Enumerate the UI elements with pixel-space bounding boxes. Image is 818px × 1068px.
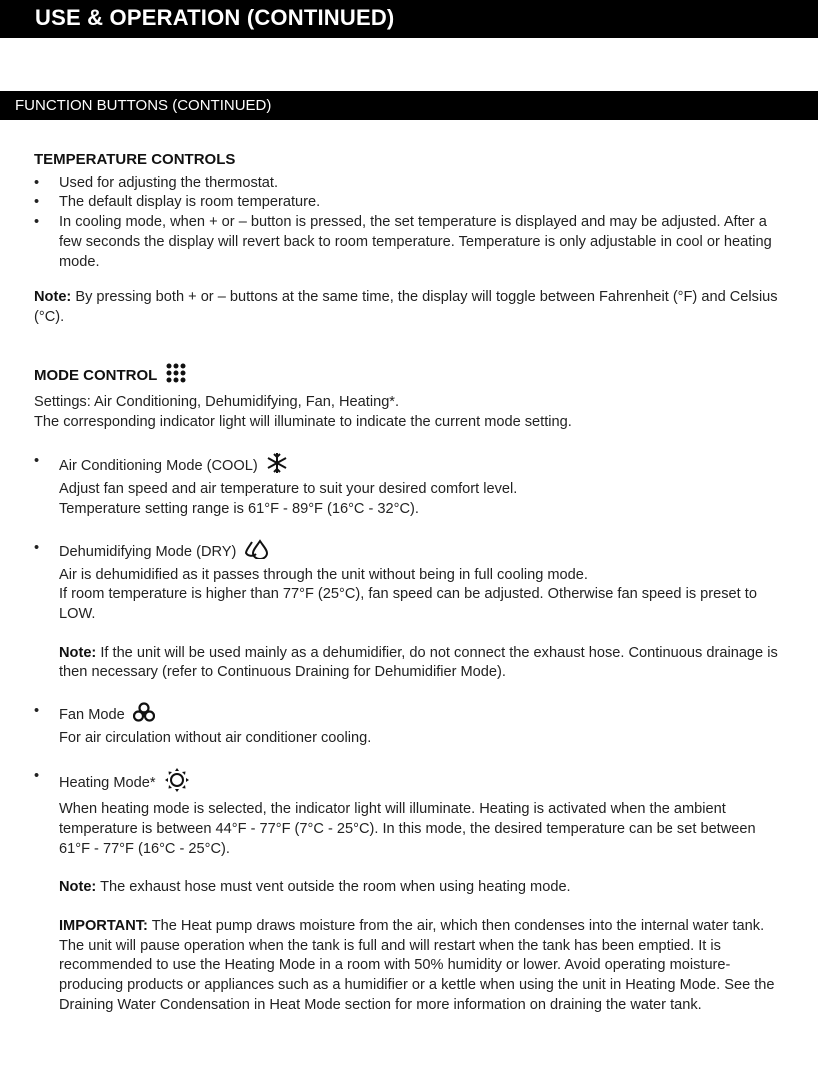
mode-indicator: The corresponding indicator light will illuminate to indicate the current mode setting.: [34, 414, 572, 431]
list-item-cool: • Air Conditioning Mode (COOL) Adjust fan speed and air temperature to suit your desired comfort level. Temperature setting range is 61°F - 89°F (16°C - 32°C).: [34, 452, 784, 539]
sun-icon: [164, 767, 190, 800]
list-item: • In cooling mode, when + or – button is pressed, the set temperature is displayed and may be adjusted. After a few seconds the display will revert back to room temperature. Temperature is only adjustable in cool or heating mode.: [34, 213, 784, 272]
temperature-note: Note: By pressing both + or – buttons at the same time, the display will toggle between Fahrenheit (°F) and Celsius (°C).: [34, 289, 778, 325]
list-item: • The default display is room temperature.: [34, 193, 784, 213]
page-header-bar: [0, 0, 818, 38]
temperature-heading: TEMPERATURE CONTROLS: [34, 151, 236, 168]
mode-heading: MODE CONTROL: [34, 362, 784, 390]
list-item-dry: • Dehumidifying Mode (DRY) Air is dehumidified as it passes through the unit without being in full cooling mode. If room temperature is higher than 77°F (25°C), fan speed can be adjusted. Otherwise fan speed is preset to LOW. Note: If the unit will be used mainly as a dehumidifier, do not connect the exhaust hose. Continuous drainage is then necessary (refer to Continuous Draining for Dehumidifier Mode).: [34, 539, 784, 702]
mode-settings: Settings: Air Conditioning, Dehumidifying, Fan, Heating*.: [34, 394, 400, 411]
fan-icon: [133, 702, 155, 729]
droplets-icon: [244, 539, 270, 566]
snowflake-icon: [266, 452, 288, 481]
section-title: FUNCTION BUTTONS (CONTINUED): [15, 97, 272, 114]
list-item-fan: • Fan Mode For air circulation without air conditioner cooling.: [34, 702, 784, 767]
page-title: USE & OPERATION (CONTINUED): [35, 5, 395, 30]
temperature-list: [34, 174, 784, 273]
list-item: • Used for adjusting the thermostat.: [34, 174, 784, 194]
heat-note: Note: The exhaust hose must vent outside the room when using heating mode.: [59, 879, 571, 896]
mode-dots-icon: [165, 362, 187, 390]
content: [34, 150, 784, 1016]
mode-list: [34, 452, 784, 1016]
dry-note: Note: If the unit will be used mainly as a dehumidifier, do not connect the exhaust hose. Continuous drainage is then necessary (refer to Continuous Draining for Dehumidifier Mode).: [59, 644, 778, 681]
section-header-bar: [0, 91, 818, 120]
heat-important: IMPORTANT: The Heat pump draws moisture from the air, which then condenses into the internal water tank. The unit will pause operation when the tank is full and will restart when the tank has been emptied. It is recommended to use the Heating Mode in a room with 50% humidity or lower. Avoid operating moisture-producing products or appliances such as a humidifier or a kettle when using the unit in Heating Mode. See the Draining Water Condensation in Heat Mode section for more information on draining the water tank.: [59, 917, 775, 1013]
list-item-heat: • Heating Mode* When heating mode is selected, the indicator light will illuminate. Heating is activated when the ambient temperature is between 44°F - 77°F (7°C - 25°C). In this mode, the desired temperature can be set between 61°F - 77°F (16°C - 25°C). Note: The exhaust hose must vent outside the room when using heating mode. IMPORTANT: The Heat pump draws moisture from the air, which then condenses into the internal water tank. The unit will pause operation when the tank is full and will restart when the tank has been emptied. It is recommended to use the Heating Mode in a room with 50% humidity or lower. Avoid operating moisture-producing products or appliances such as a humidifier or a kettle when using the unit in Heating Mode. See the Draining Water Condensation in Heat Mode section for more information on draining the water tank.: [34, 767, 784, 1015]
